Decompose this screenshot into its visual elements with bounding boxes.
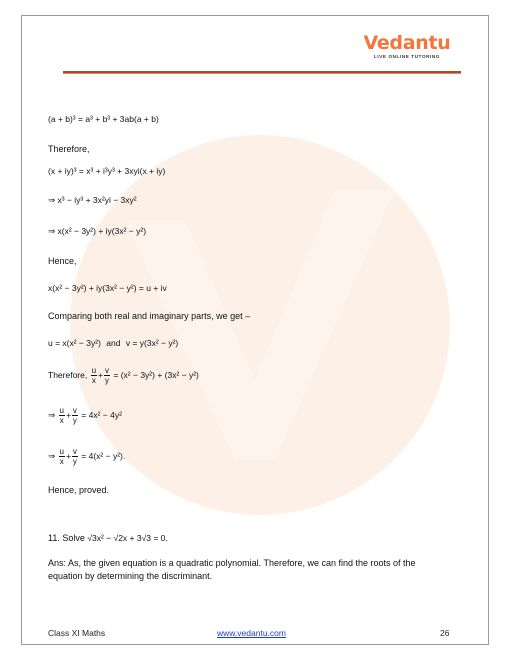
comparing-text: Comparing both real and imaginary parts, we get –: [48, 311, 251, 321]
hence-proved-text: Hence, proved.: [48, 485, 110, 495]
therefore-text: Therefore,: [48, 144, 90, 154]
fraction-u-x: $\frac{u}{x}$: [59, 447, 64, 466]
step-equation-2: ⇒ x(x² − 3y²) + iy(3x² − y²): [48, 226, 147, 236]
fraction-u-x: $\frac{u}{x}$: [91, 366, 97, 385]
step-equation-1: ⇒ x³ − iy³ + 3x²yi − 3xy²: [48, 195, 137, 205]
answer-text-continued: equation by determining the discriminant.: [48, 571, 213, 581]
ratio-equation-3: ⇒ $\frac{u}{x}$ + $\frac{v}{y}$ = 4(x² − y²).: [48, 447, 126, 466]
hence-text: Hence,: [48, 256, 77, 266]
ratio-rhs-2: = 4x² − 4y²: [81, 409, 122, 420]
u-v-definitions: [48, 338, 178, 349]
identity-equation: (a + b)³ = a³ + b³ + 3ab(a + b): [48, 114, 159, 124]
logo-tagline: LIVE ONLINE TUTORING: [373, 54, 441, 59]
fraction-v-y: $\frac{v}{y}$: [105, 366, 110, 385]
ratio-equation-1: Therefore, $\frac{u}{x}$ + $\frac{v}{y}$ = (x² − 3y²) + (3x² − y²): [48, 366, 199, 385]
footer-website-link[interactable]: www.vedantu.com: [217, 628, 286, 638]
u-definition: u = x(x² − 3y²): [48, 338, 101, 348]
header-rule: [63, 71, 461, 74]
and-word: and: [106, 338, 121, 348]
footer-class-label: Class XI Maths: [48, 628, 106, 638]
answer-text: Ans: As, the given equation is a quadratic polynomial. Therefore, we can find the roots of the: [48, 558, 416, 568]
question-equation: √3x² − √2x + 3√3 = 0: [87, 533, 166, 543]
ratio-rhs-1: = (x² − 3y²) + (3x² − y²): [113, 369, 199, 380]
vedantu-logo: [362, 33, 452, 69]
fraction-v-y: $\frac{v}{y}$: [72, 447, 77, 466]
page-number: 26: [440, 628, 450, 638]
result-equation: x(x² − 3y²) + iy(3x² − y²) = u + iv: [48, 283, 167, 293]
ratio-equation-2: ⇒ $\frac{u}{x}$ + $\frac{v}{y}$ = 4x² − 4y²: [48, 406, 122, 425]
expansion-equation: (x + iy)³ = x³ + i³y³ + 3xyi(x + iy): [48, 166, 166, 176]
therefore-label: Therefore,: [48, 369, 88, 380]
v-definition: v = y(3x² − y²): [125, 338, 179, 348]
ratio-rhs-3: = 4(x² − y²).: [81, 450, 126, 461]
fraction-u-x: $\frac{u}{x}$: [59, 406, 64, 425]
fraction-v-y: $\frac{v}{y}$: [72, 406, 77, 425]
question-11: 11. Solve √3x² − √2x + 3√3 = 0.: [48, 533, 168, 543]
question-label: 11. Solve: [48, 533, 85, 543]
logo-wordmark: Vedantu: [363, 32, 451, 54]
